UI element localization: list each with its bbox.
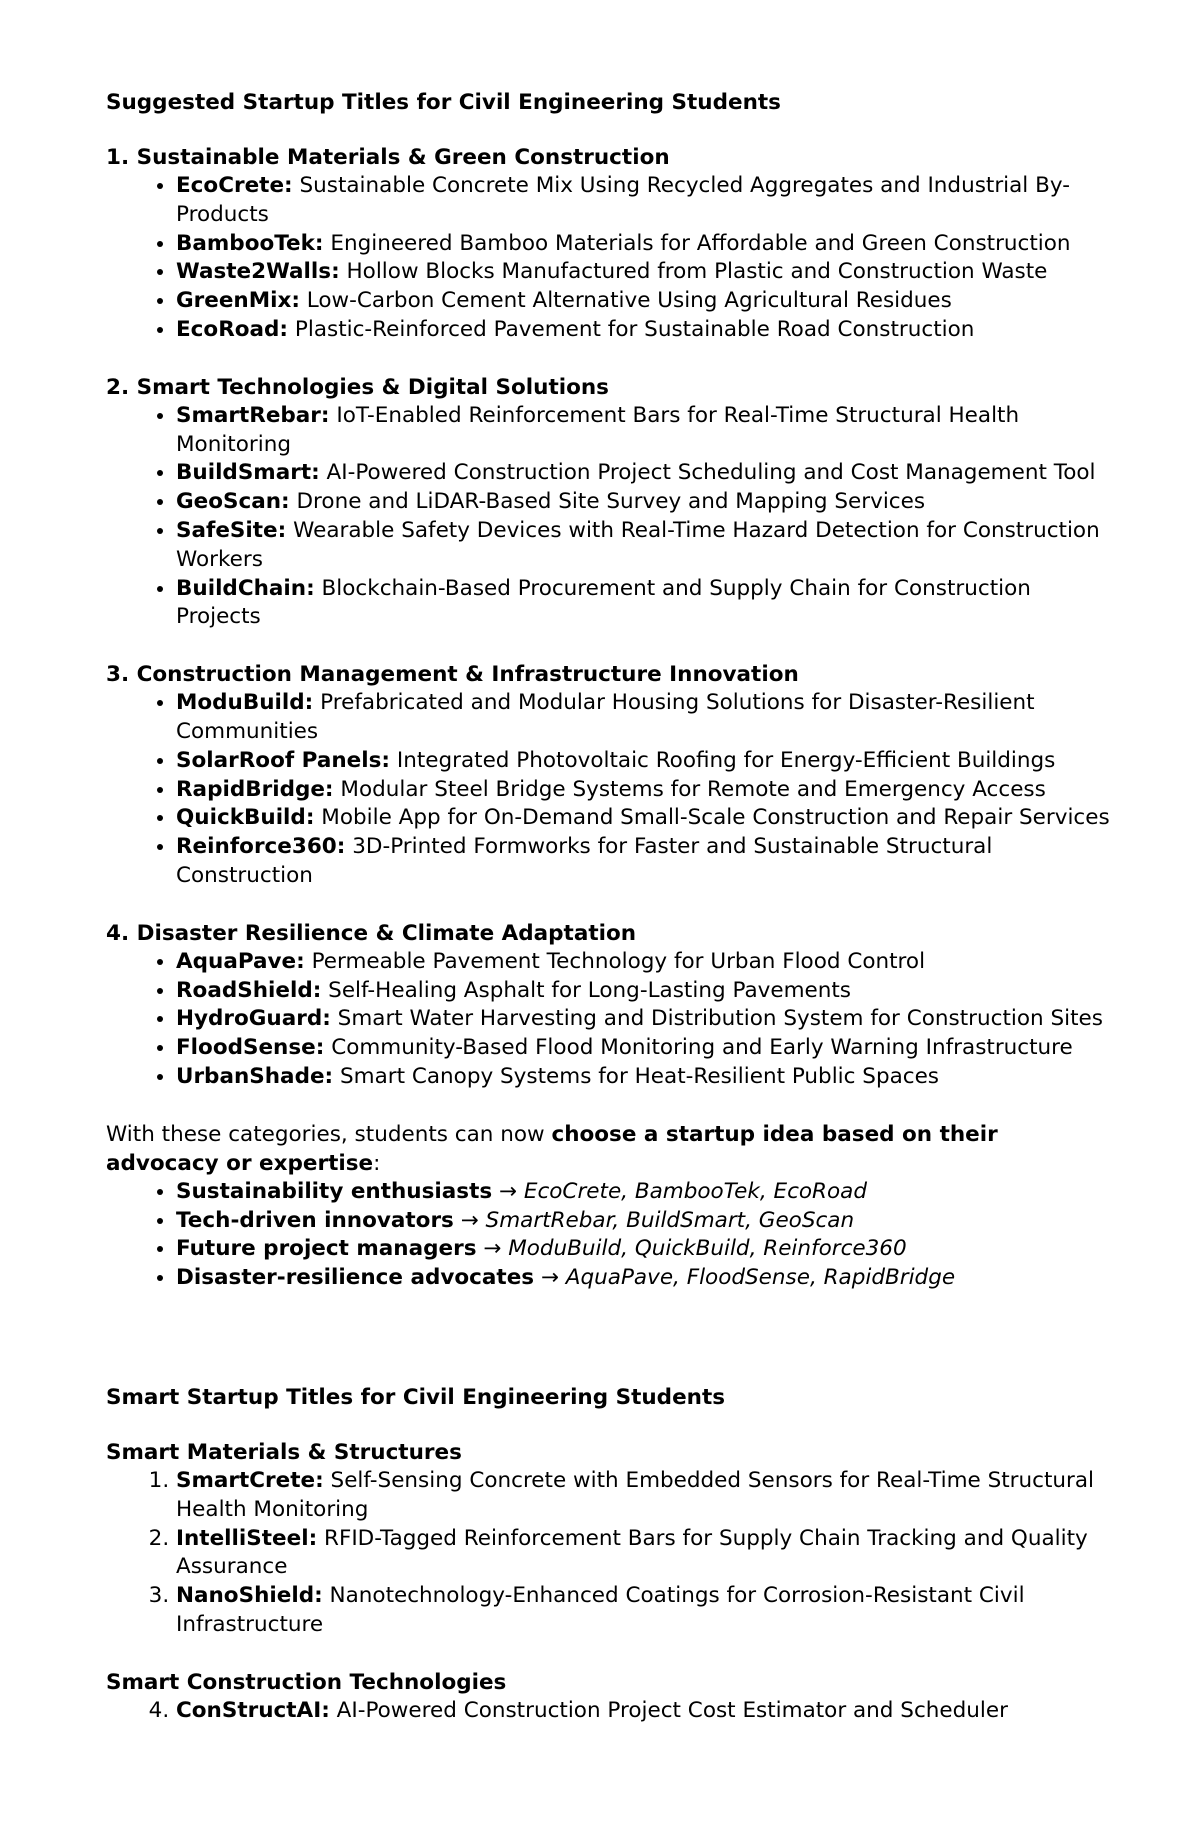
list-item	[176, 1207, 1116, 1236]
list-item	[176, 575, 1116, 633]
audience-label: Disaster-resilience advocates	[176, 1265, 535, 1291]
startup-name: EcoCrete:	[176, 173, 293, 198]
list-item	[176, 230, 1116, 259]
startup-description: Permeable Pavement Technology for Urban Flood Control	[311, 948, 926, 974]
startup-description: Community-Based Flood Monitoring and Early Warning Infrastructure	[331, 1035, 1073, 1061]
section-sustainable-materials	[106, 143, 1116, 345]
startup-name: ModuBuild:	[176, 690, 314, 716]
list-item	[176, 1467, 1116, 1525]
list-item	[176, 1005, 1116, 1034]
startup-description: Hollow Blocks Manufactured from Plastic and Construction Waste	[346, 259, 1048, 285]
list-item	[176, 172, 1116, 230]
startup-description: Self-Sensing Concrete with Embedded Sensors for Real-Time Structural Health Monitoring	[176, 1467, 1095, 1522]
startup-description: Integrated Photovoltaic Roofing for Energy-Efficient Buildings	[396, 747, 1056, 773]
startup-name: RoadShield:	[176, 977, 322, 1003]
summary-intro-text: With these categories, students can now	[106, 1121, 552, 1147]
startup-description: Smart Canopy Systems for Heat-Resilient Public Spaces	[339, 1063, 940, 1089]
summary-intro	[106, 1120, 1116, 1178]
list-item	[176, 833, 1116, 891]
startup-description: Sustainable Concrete Mix Using Recycled Aggregates and Industrial By-Products	[176, 173, 1070, 227]
startup-name: BambooTek:	[176, 230, 324, 256]
list-item	[176, 258, 1116, 287]
startup-description: Smart Water Harvesting and Distribution System for Construction Sites	[337, 1006, 1103, 1032]
startup-description: 3D-Printed Formworks for Faster and Sustainable Structural Construction	[176, 834, 993, 888]
arrow-icon: →	[540, 1265, 559, 1291]
startup-list	[106, 172, 1116, 345]
section-title: 4. Disaster Resilience & Climate Adaptation	[106, 920, 637, 946]
startup-description: Plastic-Reinforced Pavement for Sustainable Road Construction	[294, 316, 975, 342]
startup-name: FloodSense:	[176, 1035, 325, 1061]
startup-description: Engineered Bamboo Materials for Affordable and Green Construction	[330, 230, 1071, 256]
summary-block	[106, 1120, 1116, 1293]
list-item	[176, 776, 1116, 805]
audience-label: Future project managers	[176, 1236, 477, 1262]
startup-description: Blockchain-Based Procurement and Supply Chain for Construction Projects	[176, 575, 1031, 630]
startup-name: UrbanShade:	[176, 1063, 334, 1089]
list-item	[176, 1178, 1116, 1207]
startup-description: AI-Powered Construction Project Scheduling and Cost Management Tool	[326, 460, 1096, 486]
list-item	[176, 488, 1116, 517]
numbered-list	[106, 1697, 1116, 1726]
startup-description: Nanotechnology-Enhanced Coatings for Corrosion-Resistant Civil Infrastructure	[176, 1583, 1025, 1637]
list-item	[176, 1235, 1116, 1264]
arrow-icon: →	[460, 1207, 479, 1233]
summary-intro-emphasis: choose a startup idea based on their advocacy or expertise	[106, 1121, 998, 1176]
startup-list	[106, 948, 1116, 1092]
startup-description: RFID-Tagged Reinforcement Bars for Supply Chain Tracking and Quality Assurance	[176, 1525, 1088, 1580]
startup-description: AI-Powered Construction Project Cost Estimator and Scheduler	[336, 1697, 1008, 1723]
startup-list	[106, 402, 1116, 632]
section-title: 2. Smart Technologies & Digital Solutions	[106, 374, 609, 400]
list-item	[176, 804, 1116, 833]
list-item	[176, 977, 1116, 1006]
document-title: Suggested Startup Titles for Civil Engineering Students	[106, 90, 781, 115]
startup-description: Wearable Safety Devices with Real-Time Hazard Detection for Construction Workers	[176, 517, 1100, 572]
list-item	[176, 1264, 1116, 1293]
startup-name: ConStructAI:	[176, 1697, 330, 1723]
numbered-list	[106, 1467, 1116, 1640]
list-item	[176, 517, 1116, 575]
startup-name: SmartRebar:	[176, 402, 330, 428]
example-startups: SmartRebar, BuildSmart, GeoScan	[485, 1207, 855, 1233]
document-page	[106, 88, 1116, 1725]
part2-title: Smart Startup Titles for Civil Engineering Students	[106, 1384, 726, 1410]
section-smart-technologies	[106, 373, 1116, 632]
startup-name: SolarRoof Panels:	[176, 747, 391, 773]
list-item	[176, 747, 1116, 776]
section-disaster-resilience	[106, 919, 1116, 1092]
section-title: 1. Sustainable Materials & Green Construction	[106, 145, 670, 170]
startup-description: Prefabricated and Modular Housing Solutions for Disaster-Resilient Communities	[176, 690, 1035, 744]
list-item	[176, 287, 1116, 316]
startup-name: SmartCrete:	[176, 1467, 324, 1493]
startup-description: IoT-Enabled Reinforcement Bars for Real-Time Structural Health Monitoring	[176, 402, 1020, 457]
startup-name: BuildSmart:	[176, 460, 320, 486]
startup-name: Reinforce360:	[176, 834, 346, 860]
startup-list	[106, 689, 1116, 891]
startup-name: EcoRoad:	[176, 316, 289, 342]
example-startups: EcoCrete, BambooTek, EcoRoad	[523, 1178, 867, 1204]
list-item	[176, 1582, 1116, 1640]
startup-name: GreenMix:	[176, 288, 300, 314]
example-startups: ModuBuild, QuickBuild, Reinforce360	[508, 1236, 907, 1262]
block-heading: Smart Construction Technologies	[106, 1669, 507, 1695]
startup-name: Waste2Walls:	[176, 259, 340, 285]
example-startups: AquaPave, FloodSense, RapidBridge	[565, 1265, 956, 1291]
list-item	[176, 1697, 1116, 1726]
block-smart-construction	[106, 1668, 1116, 1726]
startup-name: NanoShield:	[176, 1583, 323, 1609]
arrow-icon: →	[499, 1178, 518, 1204]
list-item	[176, 1034, 1116, 1063]
startup-name: QuickBuild:	[176, 805, 315, 831]
block-smart-materials	[106, 1438, 1116, 1640]
startup-name: IntelliSteel:	[176, 1525, 318, 1551]
audience-label: Tech-driven innovators	[176, 1207, 454, 1233]
startup-description: Self-Healing Asphalt for Long-Lasting Pavements	[328, 977, 851, 1003]
section-construction-management	[106, 660, 1116, 891]
startup-description: Modular Steel Bridge Systems for Remote and Emergency Access	[340, 776, 1046, 802]
startup-description: Low-Carbon Cement Alternative Using Agricultural Residues	[306, 288, 952, 314]
startup-name: SafeSite:	[176, 517, 287, 543]
startup-name: GeoScan:	[176, 489, 290, 515]
startup-name: AquaPave:	[176, 948, 305, 974]
list-item	[176, 459, 1116, 488]
summary-list	[106, 1178, 1116, 1293]
summary-intro-end: :	[373, 1150, 381, 1176]
list-item	[176, 689, 1116, 747]
startup-name: BuildChain:	[176, 575, 315, 601]
list-item	[176, 316, 1116, 345]
list-item	[176, 1063, 1116, 1092]
list-item	[176, 402, 1116, 460]
block-heading: Smart Materials & Structures	[106, 1439, 462, 1465]
arrow-icon: →	[483, 1236, 502, 1262]
startup-description: Mobile App for On-Demand Small-Scale Construction and Repair Services	[321, 805, 1110, 831]
spacer	[106, 1293, 1116, 1383]
section-title: 3. Construction Management & Infrastructure Innovation	[106, 662, 799, 688]
list-item	[176, 948, 1116, 977]
startup-description: Drone and LiDAR-Based Site Survey and Mapping Services	[296, 489, 926, 515]
audience-label: Sustainability enthusiasts	[176, 1178, 493, 1204]
startup-name: RapidBridge:	[176, 776, 334, 802]
list-item	[176, 1525, 1116, 1583]
startup-name: HydroGuard:	[176, 1006, 331, 1032]
